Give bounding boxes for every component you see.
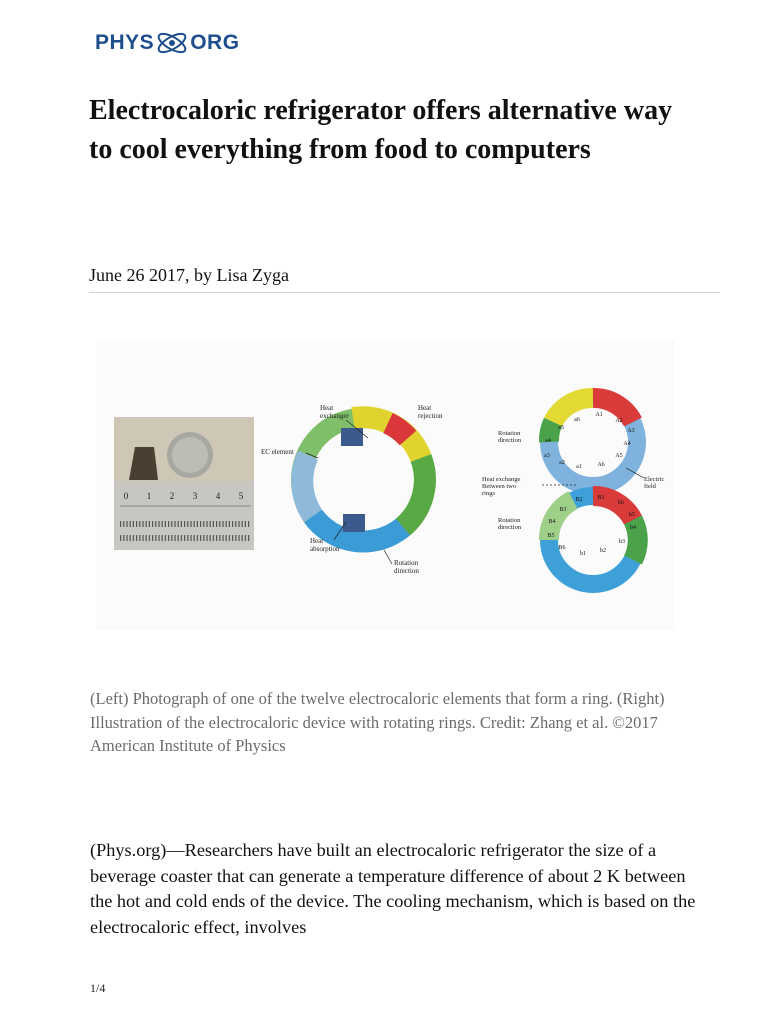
physorg-logo[interactable] <box>95 26 240 60</box>
label-rotation-bottom-1: Rotation <box>498 517 521 524</box>
article-body: (Phys.org)—Researchers have built an electrocaloric refrigerator the size of a beverage coaster that can generate a temperature difference of about 2 K between the hot and cold ends of the device. The cooling mechanism, which is based on the electrocaloric effect, involves <box>90 840 696 937</box>
seg-a6: a6 <box>574 417 580 423</box>
seg-A2: A2 <box>615 418 623 424</box>
ruler-number-5: 5 <box>238 491 244 501</box>
seg-b5: b5 <box>629 512 635 518</box>
ruler-number-0: 0 <box>123 491 129 501</box>
seg-a5: a5 <box>558 425 564 431</box>
seg-b1: b1 <box>580 551 586 557</box>
ruler-number-3: 3 <box>192 491 198 501</box>
figure-illustration <box>96 340 675 630</box>
label-rotation-direction-1: Rotation <box>394 559 419 567</box>
ruler-number-2: 2 <box>169 491 175 501</box>
label-ec-element: EC element <box>261 448 294 456</box>
label-rotation-bottom-2: direction <box>498 524 522 531</box>
label-heat-exchange-2: Between two <box>482 483 517 490</box>
article-figure <box>96 340 675 630</box>
article-byline: June 26 2017, by Lisa Zyga <box>89 265 289 285</box>
label-heat-absorption-2: absorption <box>310 545 340 553</box>
label-rotation-top-2: direction <box>498 437 522 444</box>
label-heat-rejection-1: Heat <box>418 404 432 412</box>
seg-a2: a2 <box>559 460 565 466</box>
seg-a4: a4 <box>545 438 551 444</box>
single-ring-diagram <box>261 404 443 575</box>
label-electric-field-2: field <box>644 483 656 490</box>
seg-A3: A3 <box>627 428 635 434</box>
seg-A5: A5 <box>615 453 623 459</box>
seg-B4: B4 <box>548 519 556 525</box>
label-heat-exchanger-1: Heat <box>320 404 334 412</box>
seg-A6: A6 <box>597 462 605 468</box>
seg-a3: a3 <box>544 453 550 459</box>
double-ring-diagram <box>482 398 664 584</box>
label-heat-exchange-3: rings <box>482 490 495 497</box>
seg-a1: a1 <box>576 464 582 470</box>
label-heat-absorption-1: Heat <box>310 537 324 545</box>
seg-b3: b3 <box>619 539 625 545</box>
atom-icon <box>155 26 189 60</box>
label-electric-field-1: Electric <box>644 476 665 483</box>
label-rotation-top-1: Rotation <box>498 430 521 437</box>
ruler-number-4: 4 <box>215 491 221 501</box>
label-rotation-direction-2: direction <box>394 567 419 575</box>
label-heat-exchange-1: Heat exchange <box>482 476 521 483</box>
seg-A4: A4 <box>623 441 631 447</box>
article-title: Electrocaloric refrigerator offers alternative way to cool everything from food to computers <box>89 95 673 165</box>
seg-B5: B5 <box>547 533 555 539</box>
seg-B2: B2 <box>575 497 583 503</box>
seg-B3: B3 <box>559 507 567 513</box>
seg-B6: B6 <box>558 545 566 551</box>
seg-b2: b2 <box>600 548 606 554</box>
ruler-number-1: 1 <box>146 491 152 501</box>
seg-b4: b4 <box>630 525 636 531</box>
label-heat-exchanger-2: exchanger <box>320 412 349 420</box>
logo-phys-text: PHYS <box>95 31 155 54</box>
label-heat-rejection-2: rejection <box>418 412 443 420</box>
figure-caption: (Left) Photograph of one of the twelve electrocaloric elements that form a ring. (Right) Illustration of the electrocaloric device with rotating rings. Credit: Zhang et al. ©2017 American Institute of Physics <box>90 689 665 755</box>
header-divider <box>89 292 720 293</box>
page-number: 1/4 <box>90 981 106 995</box>
seg-A1: A1 <box>595 412 603 418</box>
element-photograph <box>114 417 254 550</box>
seg-b6: b6 <box>618 500 624 506</box>
seg-B1: B1 <box>597 495 605 501</box>
logo-org-text: ORG <box>190 31 240 54</box>
